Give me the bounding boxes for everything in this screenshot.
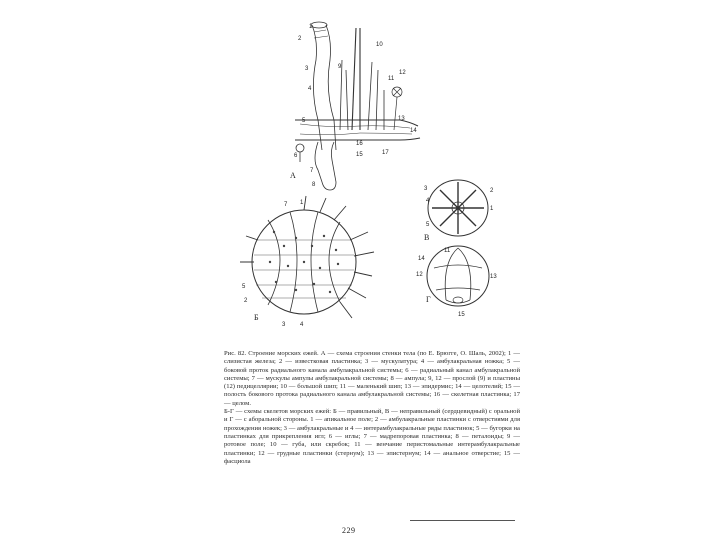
label-a-15: 15 xyxy=(356,152,363,158)
label-b-4: 4 xyxy=(300,322,304,328)
label-a-9: 9 xyxy=(338,64,342,70)
label-v-3: 3 xyxy=(424,186,428,192)
panel-letter-v: В xyxy=(424,233,430,242)
label-v-2: 2 xyxy=(490,188,494,194)
label-a-3: 3 xyxy=(305,66,309,72)
footnote-rule xyxy=(410,520,515,521)
label-a-1: 1 xyxy=(309,24,313,30)
label-b-2: 2 xyxy=(244,298,248,304)
label-a-14: 14 xyxy=(410,128,417,134)
label-b-5: 5 xyxy=(242,284,246,290)
label-a-5: 5 xyxy=(302,118,306,124)
panel-letter-g: Г xyxy=(426,295,431,304)
panel-letter-b: Б xyxy=(254,313,259,322)
label-a-12: 12 xyxy=(399,70,406,76)
label-g-12: 12 xyxy=(416,272,423,278)
label-g-11: 11 xyxy=(444,248,451,254)
caption-part-bg-legend: 1 — апикальное поле; 2 — амбулакральные пластинки с отверстиями для прохождения ножек; 3 — амбулакральные и 4 — интерамбулакральные ряды пластинок; 5 — бугорки на пластинках для прикрепления игл; 6 — иглы; 7 — мадрепоровая пластинка; 8 — петалоиды; 9 — ротовое поле; 10 — губа, или скребок; 11 — венчание перистомальные интерамбулакральные пластинки; 12 — грудные пластинки (стернум); 13 — эпистернум; 14 — анальное отверстие; 15 — фасциола xyxy=(224,416,520,465)
panel-b-regular-urchin xyxy=(240,196,374,318)
panel-v-heart-urchin-oral xyxy=(428,180,488,236)
label-a-10: 10 xyxy=(376,42,383,48)
label-v-4: 4 xyxy=(426,198,430,204)
label-b-3: 3 xyxy=(282,322,286,328)
panel-g-heart-urchin-aboral xyxy=(427,246,489,306)
label-v-1: 1 xyxy=(490,206,494,212)
panel-letter-a: А xyxy=(290,171,296,180)
label-v-5: 5 xyxy=(426,222,430,228)
panel-a-body-wall-diagram xyxy=(295,22,420,190)
caption-part-bg: Б-Г — схемы скелетов морских ежей: Б — правильный, В — неправильный (сердцевидный) с оральной и Г — с аборальной стороны. xyxy=(224,408,520,424)
label-a-17: 17 xyxy=(382,150,389,156)
label-a-13: 13 xyxy=(398,116,405,122)
label-a-4: 4 xyxy=(308,86,312,92)
label-a-7: 7 xyxy=(310,168,314,174)
label-a-8: 8 xyxy=(312,182,316,188)
label-a-6: 6 xyxy=(294,153,298,159)
caption-part-a: 1 — слизистая железа; 2 — известковая пластинка; 3 — мускулатура; 4 — амбулакральная ножка; 5 — боковой проток радиального канала амбулакральной системы; 6 — радиальный канал амбулакральной системы; 7 — мускулы ампулы амбулакральной системы; 8 — ампула; 9, 12 — прослой (9) и пластины (12) педицеллярии; 10 — большой шип; 11 — маленький шип; 13 — эпидермис; 14 — целотелий; 15 — полость бокового протока радиального канала амбулакральной системы; 16 — скелетная пластинка; 17 — целом. xyxy=(224,350,520,407)
panel-a-labels xyxy=(290,24,417,188)
figure-caption xyxy=(224,350,520,466)
label-b-1: 1 xyxy=(300,200,304,206)
page-number: 229 xyxy=(342,526,356,535)
label-b-7: 7 xyxy=(284,202,288,208)
label-a-16: 16 xyxy=(356,141,363,147)
label-a-2: 2 xyxy=(298,36,302,42)
label-a-11: 11 xyxy=(388,76,395,82)
panel-b-labels xyxy=(242,200,304,328)
label-g-15: 15 xyxy=(458,312,465,318)
label-g-14: 14 xyxy=(418,256,425,262)
caption-title: Рис. 82. Строение морских ежей. А — схема строения стенки тела (по Е. Брюгге, О. Шаль, 2002); xyxy=(224,350,506,357)
label-g-13: 13 xyxy=(490,274,497,280)
